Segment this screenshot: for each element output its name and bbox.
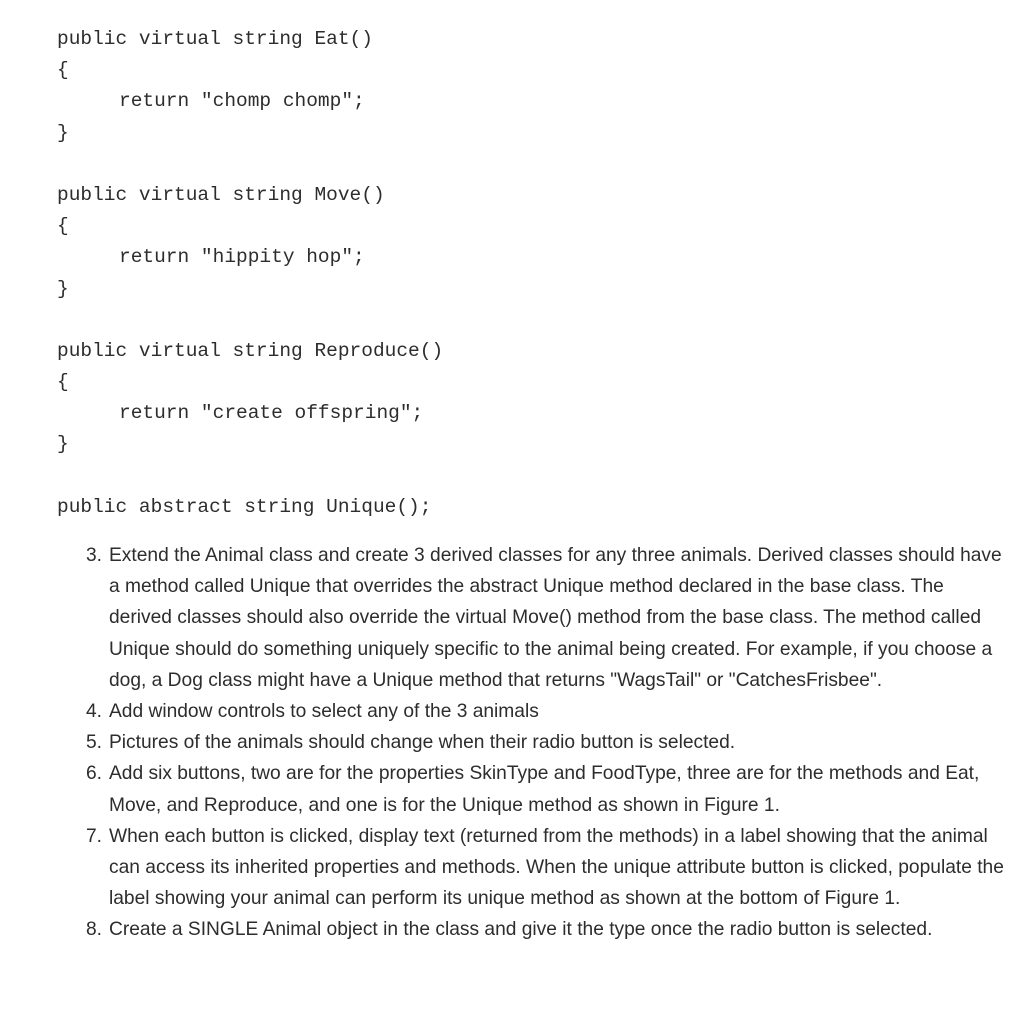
code-blank-line: [57, 149, 443, 180]
list-item: [86, 696, 1006, 727]
list-item-number: 5.: [86, 732, 103, 754]
code-line-eat-return: return "chomp chomp";: [119, 90, 365, 113]
list-item: [86, 914, 1006, 945]
list-item: [86, 821, 1006, 915]
instruction-list: [86, 540, 1006, 946]
code-line-open-brace: {: [57, 59, 69, 82]
code-line-reproduce-return: return "create offspring";: [119, 402, 424, 425]
list-item-text: Add window controls to select any of the 3 animals: [109, 701, 539, 723]
code-blank-line: [57, 461, 443, 492]
code-line-unique-signature: public abstract string Unique();: [57, 495, 432, 518]
list-item: [86, 758, 1006, 820]
list-item-text: When each button is clicked, display text (returned from the methods) in a label showing that the animal can access its inherited properties and methods. When the unique attribute button is clicked, populate the label showing your animal can perform its unique method as shown at the bottom of Figure 1.: [109, 825, 1004, 910]
code-line-open-brace: {: [57, 215, 69, 238]
list-item-text: Add six buttons, two are for the properties SkinType and FoodType, three are for the methods and Eat, Move, and Reproduce, and one is for the Unique method as shown in Figure 1.: [109, 763, 980, 816]
code-line-eat-signature: public virtual string Eat(): [57, 28, 373, 50]
list-item-text: Extend the Animal class and create 3 derived classes for any three animals. Derived classes should have a method called Unique that overrides the abstract Unique method declared in the base class. The derived classes should also override the virtual Move() method from the base class. The method called Unique should do something uniquely specific to the animal being created. For example, if you choose a dog, a Dog class might have a Unique method that returns "WagsTail" or "CatchesFrisbee".: [109, 545, 1002, 691]
code-line-move-return: return "hippity hop";: [119, 246, 365, 269]
list-item-number: 7.: [86, 825, 103, 847]
list-item-number: 4.: [86, 701, 103, 723]
list-item-text: Create a SINGLE Animal object in the class and give it the type once the radio button is selected.: [109, 919, 933, 941]
code-block: [57, 24, 443, 523]
list-item: [86, 727, 1006, 758]
code-line-close-brace: }: [57, 433, 69, 456]
list-item-text: Pictures of the animals should change when their radio button is selected.: [109, 732, 736, 754]
list-item-number: 3.: [86, 545, 103, 566]
list-item-number: 6.: [86, 763, 103, 785]
code-line-reproduce-signature: public virtual string Reproduce(): [57, 339, 444, 362]
code-line-close-brace: }: [57, 277, 69, 300]
code-line-move-signature: public virtual string Move(): [57, 183, 385, 206]
list-item: [86, 540, 1006, 696]
code-line-close-brace: }: [57, 121, 69, 144]
code-blank-line: [57, 305, 443, 336]
code-line-open-brace: {: [57, 371, 69, 394]
list-item-number: 8.: [86, 919, 103, 941]
